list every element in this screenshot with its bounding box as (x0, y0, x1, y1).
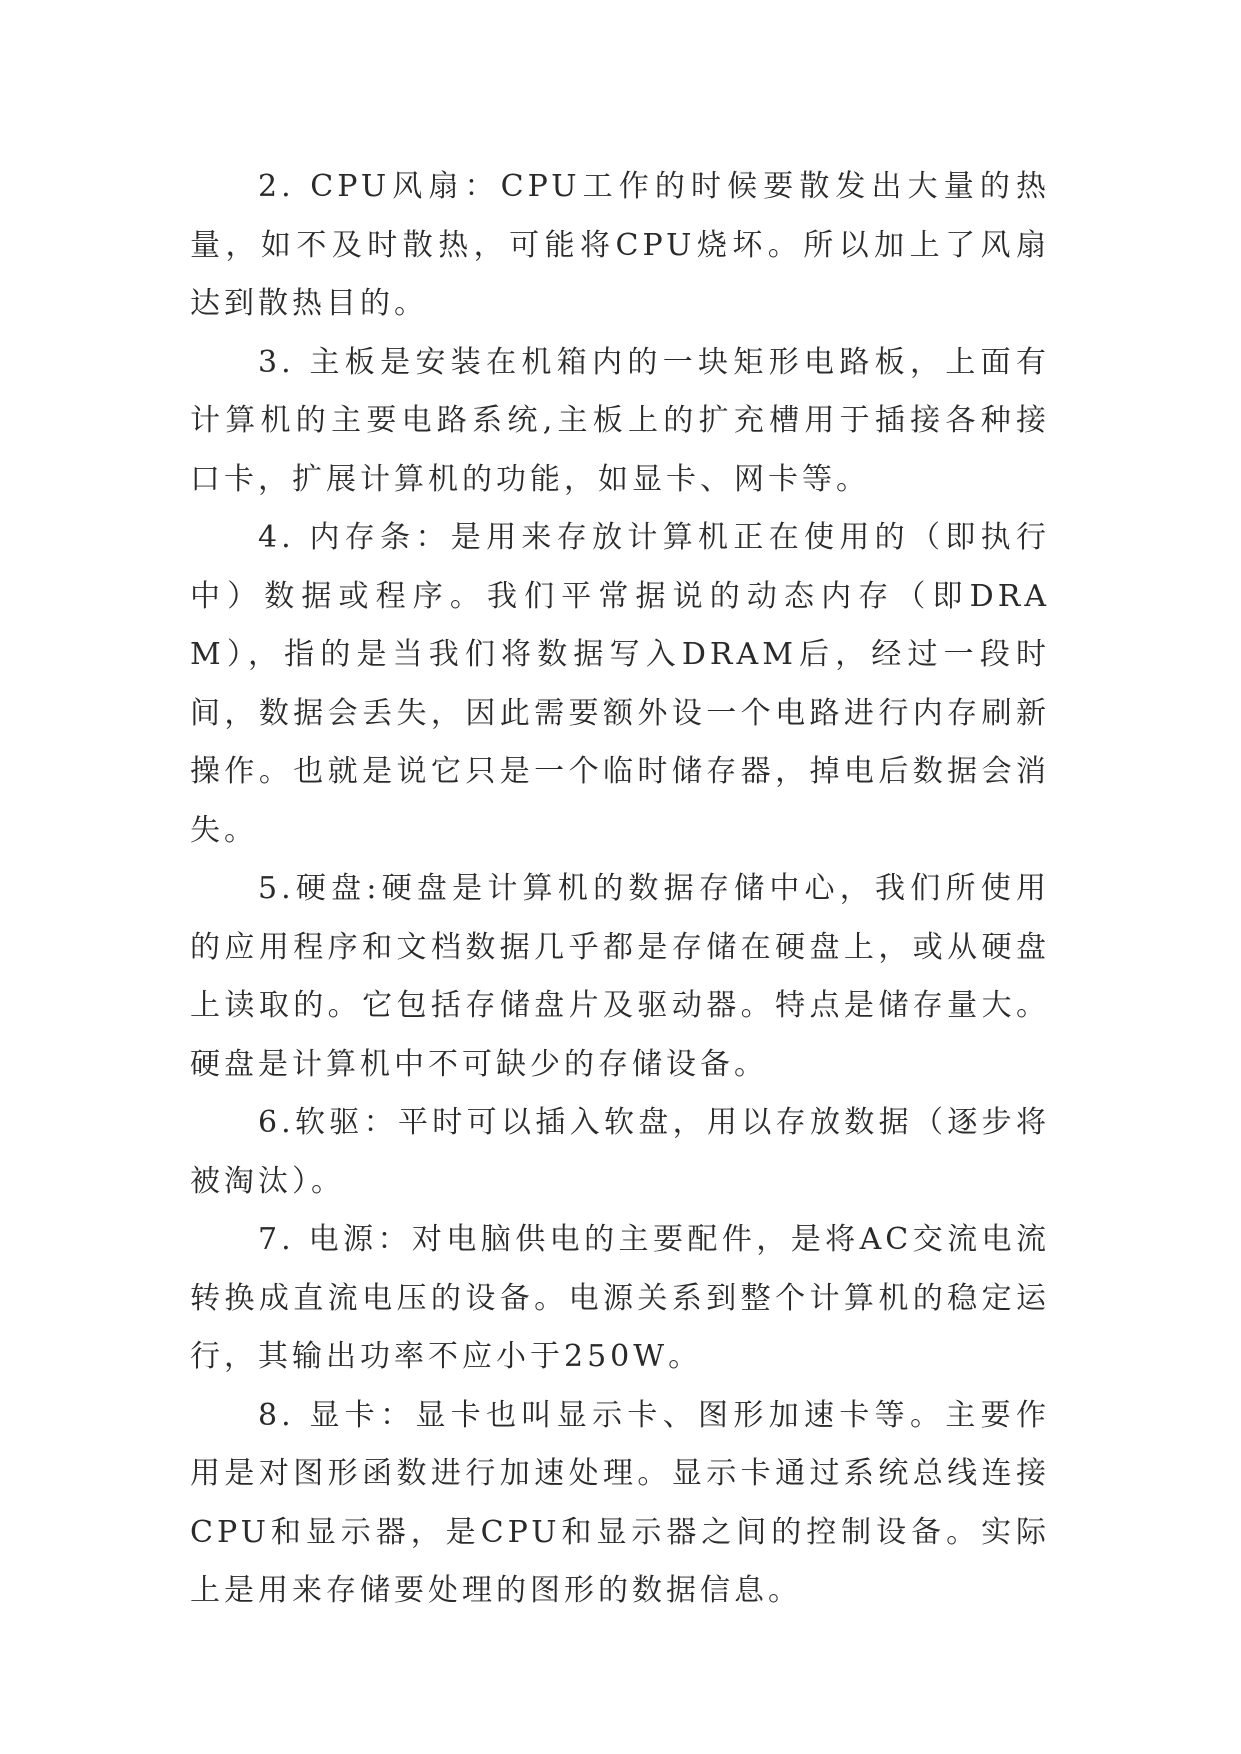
paragraph-memory: 4. 内存条：是用来存放计算机正在使用的（即执行中）数据或程序。我们平常据说的动态内存（即DRAM），指的是当我们将数据写入DRAM后，经过一段时间，数据会丢失，因此需要额外设一个电路进行内存刷新操作。也就是说它只是一个临时储存器，掉电后数据会消失。 (190, 520, 1050, 848)
document-body (190, 158, 1050, 1621)
paragraph-cpu-fan: 2. CPU风扇：CPU工作的时候要散发出大量的热量，如不及时散热，可能将CPU烧坏。所以加上了风扇达到散热目的。 (190, 169, 1050, 321)
paragraph-power-supply: 7. 电源：对电脑供电的主要配件，是将AC交流电流转换成直流电压的设备。电源关系到整个计算机的稳定运行，其输出功率不应小于250W。 (190, 1222, 1050, 1374)
paragraph-motherboard: 3. 主板是安装在机箱内的一块矩形电路板，上面有计算机的主要电路系统,主板上的扩充槽用于插接各种接口卡，扩展计算机的功能，如显卡、网卡等。 (190, 344, 1050, 497)
paragraph-floppy-drive: 6.软驱：平时可以插入软盘，用以存放数据（逐步将被淘汰）。 (190, 1105, 1050, 1199)
paragraph-graphics-card: 8. 显卡：显卡也叫显示卡、图形加速卡等。主要作用是对图形函数进行加速处理。显示卡通过系统总线连接CPU和显示器，是CPU和显示器之间的控制设备。实际上是用来存储要处理的图形的数据信息。 (190, 1397, 1050, 1608)
paragraph-hard-disk: 5.硬盘:硬盘是计算机的数据存储中心，我们所使用的应用程序和文档数据几乎都是存储在硬盘上，或从硬盘上读取的。它包括存储盘片及驱动器。特点是储存量大。硬盘是计算机中不可缺少的存储设备。 (190, 871, 1050, 1082)
